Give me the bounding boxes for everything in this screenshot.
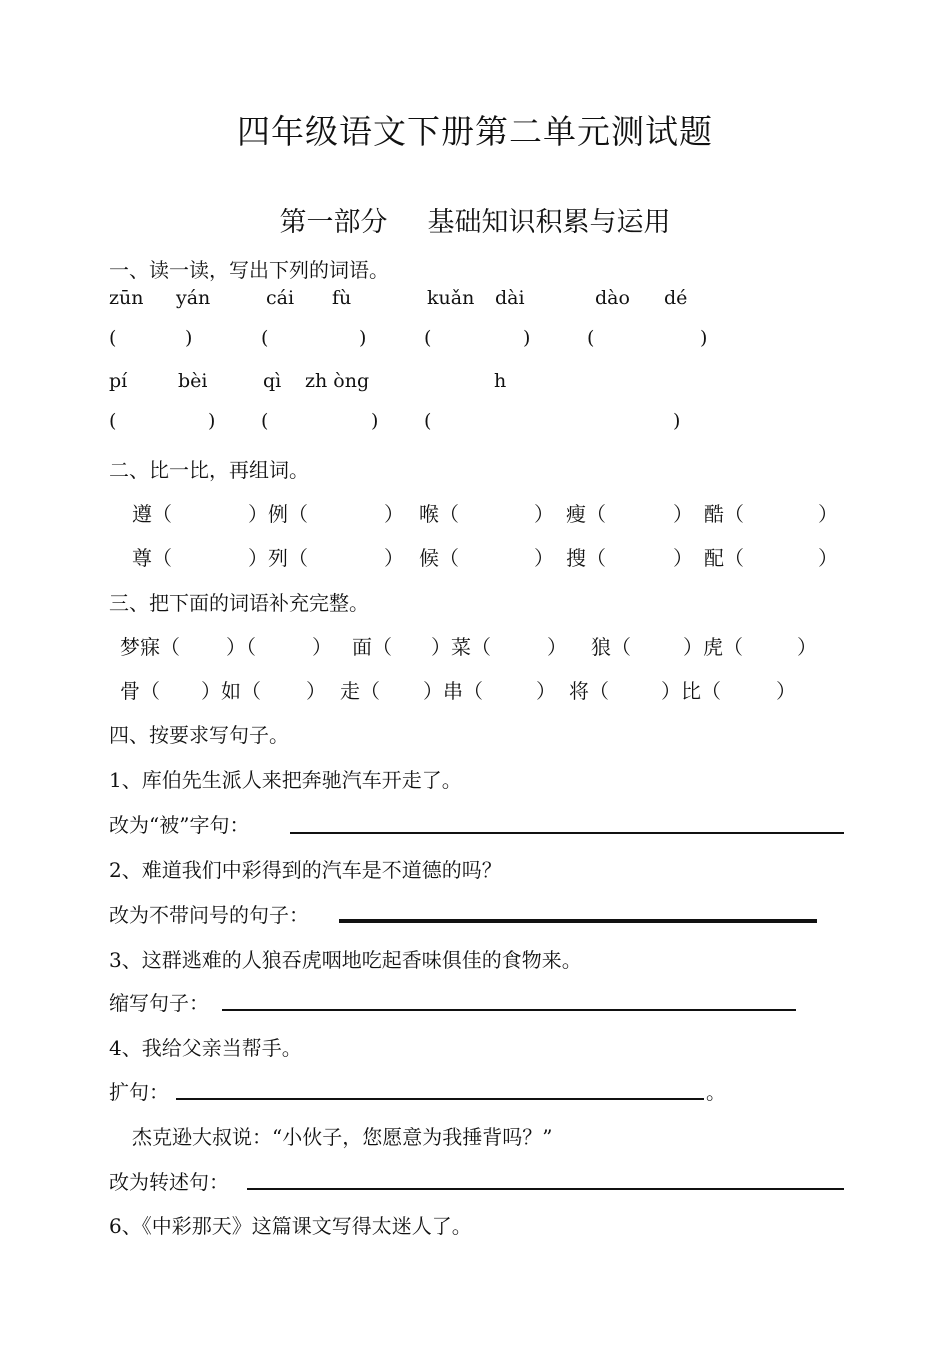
- idiom-item: ）菜（: [431, 635, 491, 659]
- pinyin: dài: [495, 287, 525, 309]
- question-5-prompt: 改为转述句：: [109, 1170, 229, 1194]
- idiom-item: ）虎（: [683, 635, 743, 659]
- idiom-item: 骨（: [120, 679, 160, 703]
- char-item: ）: [673, 546, 693, 570]
- paren-close: ): [371, 410, 379, 432]
- char-item: 候（: [419, 546, 459, 570]
- question-4-prompt: 扩句：: [109, 1080, 169, 1104]
- paren-open: (: [109, 327, 117, 349]
- question-5: 杰克逊大叔说：“小伙子，您愿意为我捶背吗？”: [132, 1125, 553, 1149]
- paren-open: (: [261, 410, 269, 432]
- paren-open: (: [109, 410, 117, 432]
- char-item: 瘦（: [566, 502, 606, 526]
- char-item: ）: [818, 546, 838, 570]
- idiom-item: ）: [776, 679, 796, 703]
- idiom-item: ）: [797, 635, 817, 659]
- pinyin: dé: [664, 287, 688, 309]
- paren-close: ): [673, 410, 681, 432]
- idiom-item: 狼（: [591, 635, 631, 659]
- char-item: ）: [534, 546, 554, 570]
- pinyin: fù: [332, 287, 352, 309]
- pinyin: zūn: [109, 287, 144, 309]
- paren-open: (: [424, 327, 432, 349]
- char-item: ）: [384, 546, 404, 570]
- answer-line-1[interactable]: [290, 832, 844, 834]
- idiom-item: ）: [547, 635, 567, 659]
- idiom-item: ）: [536, 679, 556, 703]
- question-4-end: 。: [706, 1080, 726, 1104]
- char-item: 酷（: [704, 502, 744, 526]
- paren-close: ): [185, 327, 193, 349]
- char-item: 遵（: [132, 502, 172, 526]
- paren-close: ): [208, 410, 216, 432]
- question-1-prompt: 改为“被”字句：: [109, 813, 250, 837]
- paren-open: (: [261, 327, 269, 349]
- pinyin: yán: [176, 287, 211, 309]
- pinyin: pí: [109, 370, 128, 392]
- paren-open: (: [424, 410, 432, 432]
- question-2: 2、难道我们中彩得到的汽车是不道德的吗？: [109, 858, 502, 882]
- idiom-item: 面（: [352, 635, 392, 659]
- pinyin: cái: [266, 287, 295, 309]
- char-item: 配（: [704, 546, 744, 570]
- section-2-heading: 二、比一比，再组词。: [109, 458, 309, 482]
- page-title: 四年级语文下册第二单元测试题: [237, 112, 713, 151]
- idiom-item: ）: [306, 679, 326, 703]
- char-item: ）: [818, 502, 838, 526]
- idiom-item: ）比（: [661, 679, 721, 703]
- char-item: ）: [673, 502, 693, 526]
- paren-close: ): [359, 327, 367, 349]
- part-heading: [0, 200, 950, 239]
- section-3-heading: 三、把下面的词语补充完整。: [109, 591, 369, 615]
- section-4-heading: 四、按要求写句子。: [109, 723, 289, 747]
- char-item: ）: [384, 502, 404, 526]
- part-name: 基础知识积累与运用: [427, 207, 671, 238]
- answer-line-4[interactable]: [176, 1098, 704, 1100]
- paren-close: ): [523, 327, 531, 349]
- idiom-item: 将（: [569, 679, 609, 703]
- pinyin: qì: [263, 370, 282, 392]
- question-3: 3、这群逃难的人狼吞虎咽地吃起香味俱佳的食物来。: [109, 948, 582, 972]
- char-item: 搜（: [566, 546, 606, 570]
- part-label: 第一部分: [279, 207, 388, 238]
- answer-line-3[interactable]: [222, 1009, 796, 1011]
- question-6: 6、《中彩那天》这篇课文写得太迷人了。: [109, 1214, 472, 1238]
- paren-open: (: [587, 327, 595, 349]
- char-item: ）: [534, 502, 554, 526]
- paren-close: ): [700, 327, 708, 349]
- section-1-heading: 一、读一读，写出下列的词语。: [109, 258, 389, 282]
- pinyin: h: [494, 370, 507, 392]
- char-item: ）列（: [248, 546, 308, 570]
- answer-line-2[interactable]: [339, 919, 817, 923]
- question-3-prompt: 缩写句子：: [109, 991, 209, 1015]
- idiom-item: ）（: [226, 635, 256, 659]
- idiom-item: 走（: [340, 679, 380, 703]
- pinyin: kuǎn: [427, 287, 475, 309]
- char-item: 喉（: [419, 502, 459, 526]
- pinyin: bèi: [178, 370, 208, 392]
- question-1: 1、库伯先生派人来把奔驰汽车开走了。: [109, 768, 462, 792]
- pinyin: dào: [595, 287, 630, 309]
- idiom-item: ）如（: [201, 679, 261, 703]
- idiom-item: ）: [312, 635, 332, 659]
- char-item: ）例（: [248, 502, 308, 526]
- question-2-prompt: 改为不带问号的句子：: [109, 903, 309, 927]
- pinyin: zh òng: [305, 370, 370, 392]
- idiom-item: ）串（: [423, 679, 483, 703]
- answer-line-5[interactable]: [247, 1188, 844, 1190]
- char-item: 尊（: [132, 546, 172, 570]
- question-4: 4、我给父亲当帮手。: [109, 1036, 302, 1060]
- idiom-item: 梦寐（: [120, 635, 180, 659]
